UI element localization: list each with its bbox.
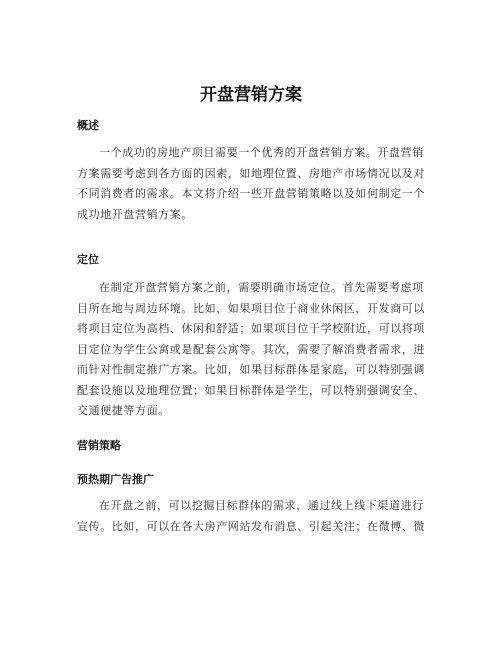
paragraph-line: 目定位为学生公寓或是配套公寓等。其次，需要了解消费者需求，进 [77, 342, 425, 356]
section-heading-positioning: 定位 [77, 253, 99, 266]
section-heading-overview: 概述 [77, 119, 99, 132]
section-heading-marketing-strategy: 营销策略 [77, 439, 121, 452]
paragraph-line: 成功地开盘营销方案。 [77, 207, 193, 221]
section-paragraph-preheat-advertising [77, 496, 425, 537]
paragraph-line: 交通便捷等方面。 [77, 404, 170, 417]
paragraph-line: 在制定开盘营销方案之前，需要明确市场定位。首先需要考虑项 [99, 281, 424, 294]
paragraph-line: 不同消费者的需求。本文将介绍一些开盘营销策略以及如何制定一个 [77, 187, 425, 200]
paragraph-line: 目所在地与周边环境。比如，如果项目位于商业休闲区，开发商可以 [77, 301, 425, 315]
paragraph-line: 配套设施以及地理位置；如果目标群体是学生，可以特别强调安全、 [77, 383, 425, 397]
paragraph-line: 而针对性制定推广方案。比如，如果目标群体是家庭，可以特别强调 [77, 363, 425, 376]
section-paragraph-positioning [77, 278, 425, 422]
paragraph-line: 将项目定位为高档、休闲和舒适；如果项目位于学校附近，可以将项 [77, 322, 425, 335]
paragraph-line: 一个成功的房地产项目需要一个优秀的开盘营销方案。开盘营销 [99, 146, 424, 159]
paragraph-line: 方案需要考虑到各方面的因素，如地理位置、房地产市场情况以及对 [77, 166, 425, 180]
document-title: 开盘营销方案 [200, 85, 302, 105]
paragraph-line: 在开盘之前，可以挖掘目标群体的需求，通过线上线下渠道进行 [99, 499, 424, 512]
subsection-heading-preheat-advertising: 预热期广告推广 [77, 473, 154, 486]
paragraph-line: 宣传。比如，可以在各大房产网站发布消息、引起关注；在微博、微 [77, 519, 425, 533]
section-paragraph-overview [77, 143, 425, 225]
